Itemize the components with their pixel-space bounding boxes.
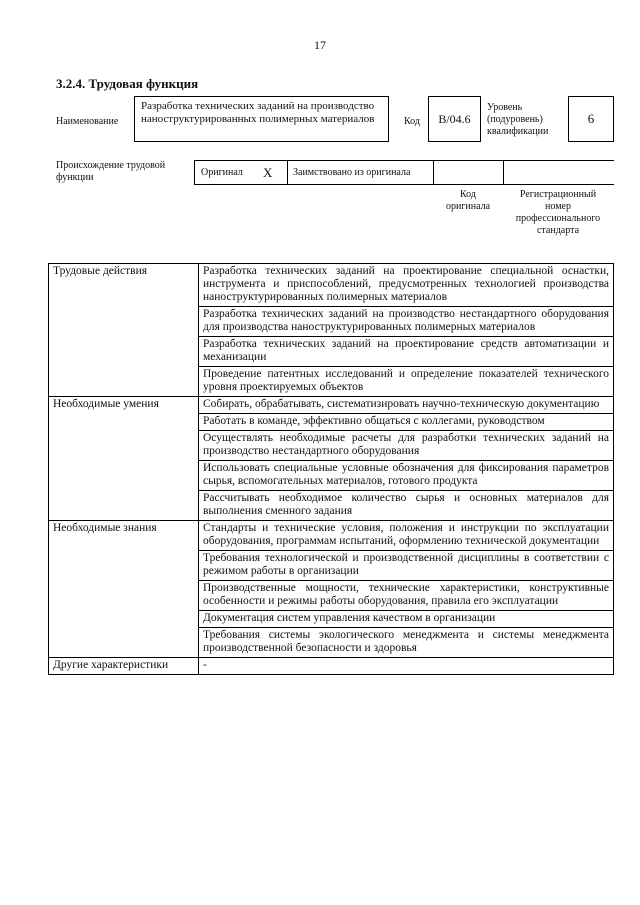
original-mark: X — [263, 164, 273, 180]
function-name-box — [134, 96, 389, 142]
code-value: B/04.6 — [438, 111, 471, 126]
category-cell: Необходимые умения — [49, 397, 199, 521]
category-cell: Другие характеристики — [49, 658, 199, 675]
borrowed-label: Заимствовано из оригинала — [293, 167, 411, 178]
function-name: Разработка технических заданий на производство наноструктурированных полимерных материалов — [141, 100, 375, 125]
item-cell: Требования технологической и производственной дисциплины в соответствии с режимом работы в организации — [199, 551, 614, 581]
origin-divider — [433, 161, 434, 184]
item-cell: - — [199, 658, 614, 675]
item-cell: Производственные мощности, технические характеристики, конструктивные особенности и режимы работы оборудования, правила его эксплуатации — [199, 581, 614, 611]
origin-row — [194, 160, 614, 185]
item-cell: Стандарты и технические условия, положения и инструкции по эксплуатации оборудования, программам испытаний, оформлению технической документации — [199, 521, 614, 551]
origin-divider — [503, 161, 504, 184]
code-label: Код — [404, 116, 420, 127]
category-cell: Необходимые знания — [49, 521, 199, 658]
original-label: Оригинал — [201, 167, 243, 178]
item-cell: Рассчитывать необходимое количество сырья и основных материалов для выполнения сменного задания — [199, 491, 614, 521]
table-row — [49, 521, 614, 551]
category-cell: Трудовые действия — [49, 264, 199, 397]
name-label: Наименование — [56, 116, 119, 127]
code-original-caption: Код оригинала — [445, 189, 491, 212]
item-cell: Разработка технических заданий на производство нестандартного оборудования для производства наноструктурированных полимерных материалов — [199, 307, 614, 337]
table-row — [49, 658, 614, 675]
code-box — [428, 96, 481, 142]
level-label: Уровень (подуровень) квалификации — [487, 102, 549, 137]
origin-label: Происхождение трудовой функции — [56, 160, 166, 183]
level-box — [568, 96, 614, 142]
page-number: 17 — [314, 38, 326, 52]
item-cell: Работать в команде, эффективно общаться с коллегами, руководством — [199, 414, 614, 431]
item-cell: Осуществлять необходимые расчеты для разработки технических заданий на производство нестандартного оборудования — [199, 431, 614, 461]
level-value: 6 — [587, 111, 595, 126]
item-cell: Документация систем управления качеством в организации — [199, 611, 614, 628]
section-title: 3.2.4. Трудовая функция — [56, 76, 199, 91]
item-cell: Разработка технических заданий на проектирование средств автоматизации и механизации — [199, 337, 614, 367]
reg-number-caption: Регистрационный номер профессионального стандарта — [515, 189, 601, 236]
function-table — [48, 263, 614, 675]
item-cell: Требования системы экологического менеджмента и системы менеджмента производственной безопасности и здоровья — [199, 628, 614, 658]
item-cell: Разработка технических заданий на проектирование специальной оснастки, инструмента и приспособлений, предусмотренных технологией производства наноструктурированных полимерных материалов — [199, 264, 614, 307]
item-cell: Использовать специальные условные обозначения для фиксирования параметров сырья, вспомогательных материалов, готового продукта — [199, 461, 614, 491]
item-cell: Проведение патентных исследований и определение показателей технического уровня проектируемых объектов — [199, 367, 614, 397]
item-cell: Собирать, обрабатывать, систематизировать научно-техническую документацию — [199, 397, 614, 414]
origin-divider — [287, 161, 288, 184]
table-row — [49, 264, 614, 307]
table-row — [49, 397, 614, 414]
